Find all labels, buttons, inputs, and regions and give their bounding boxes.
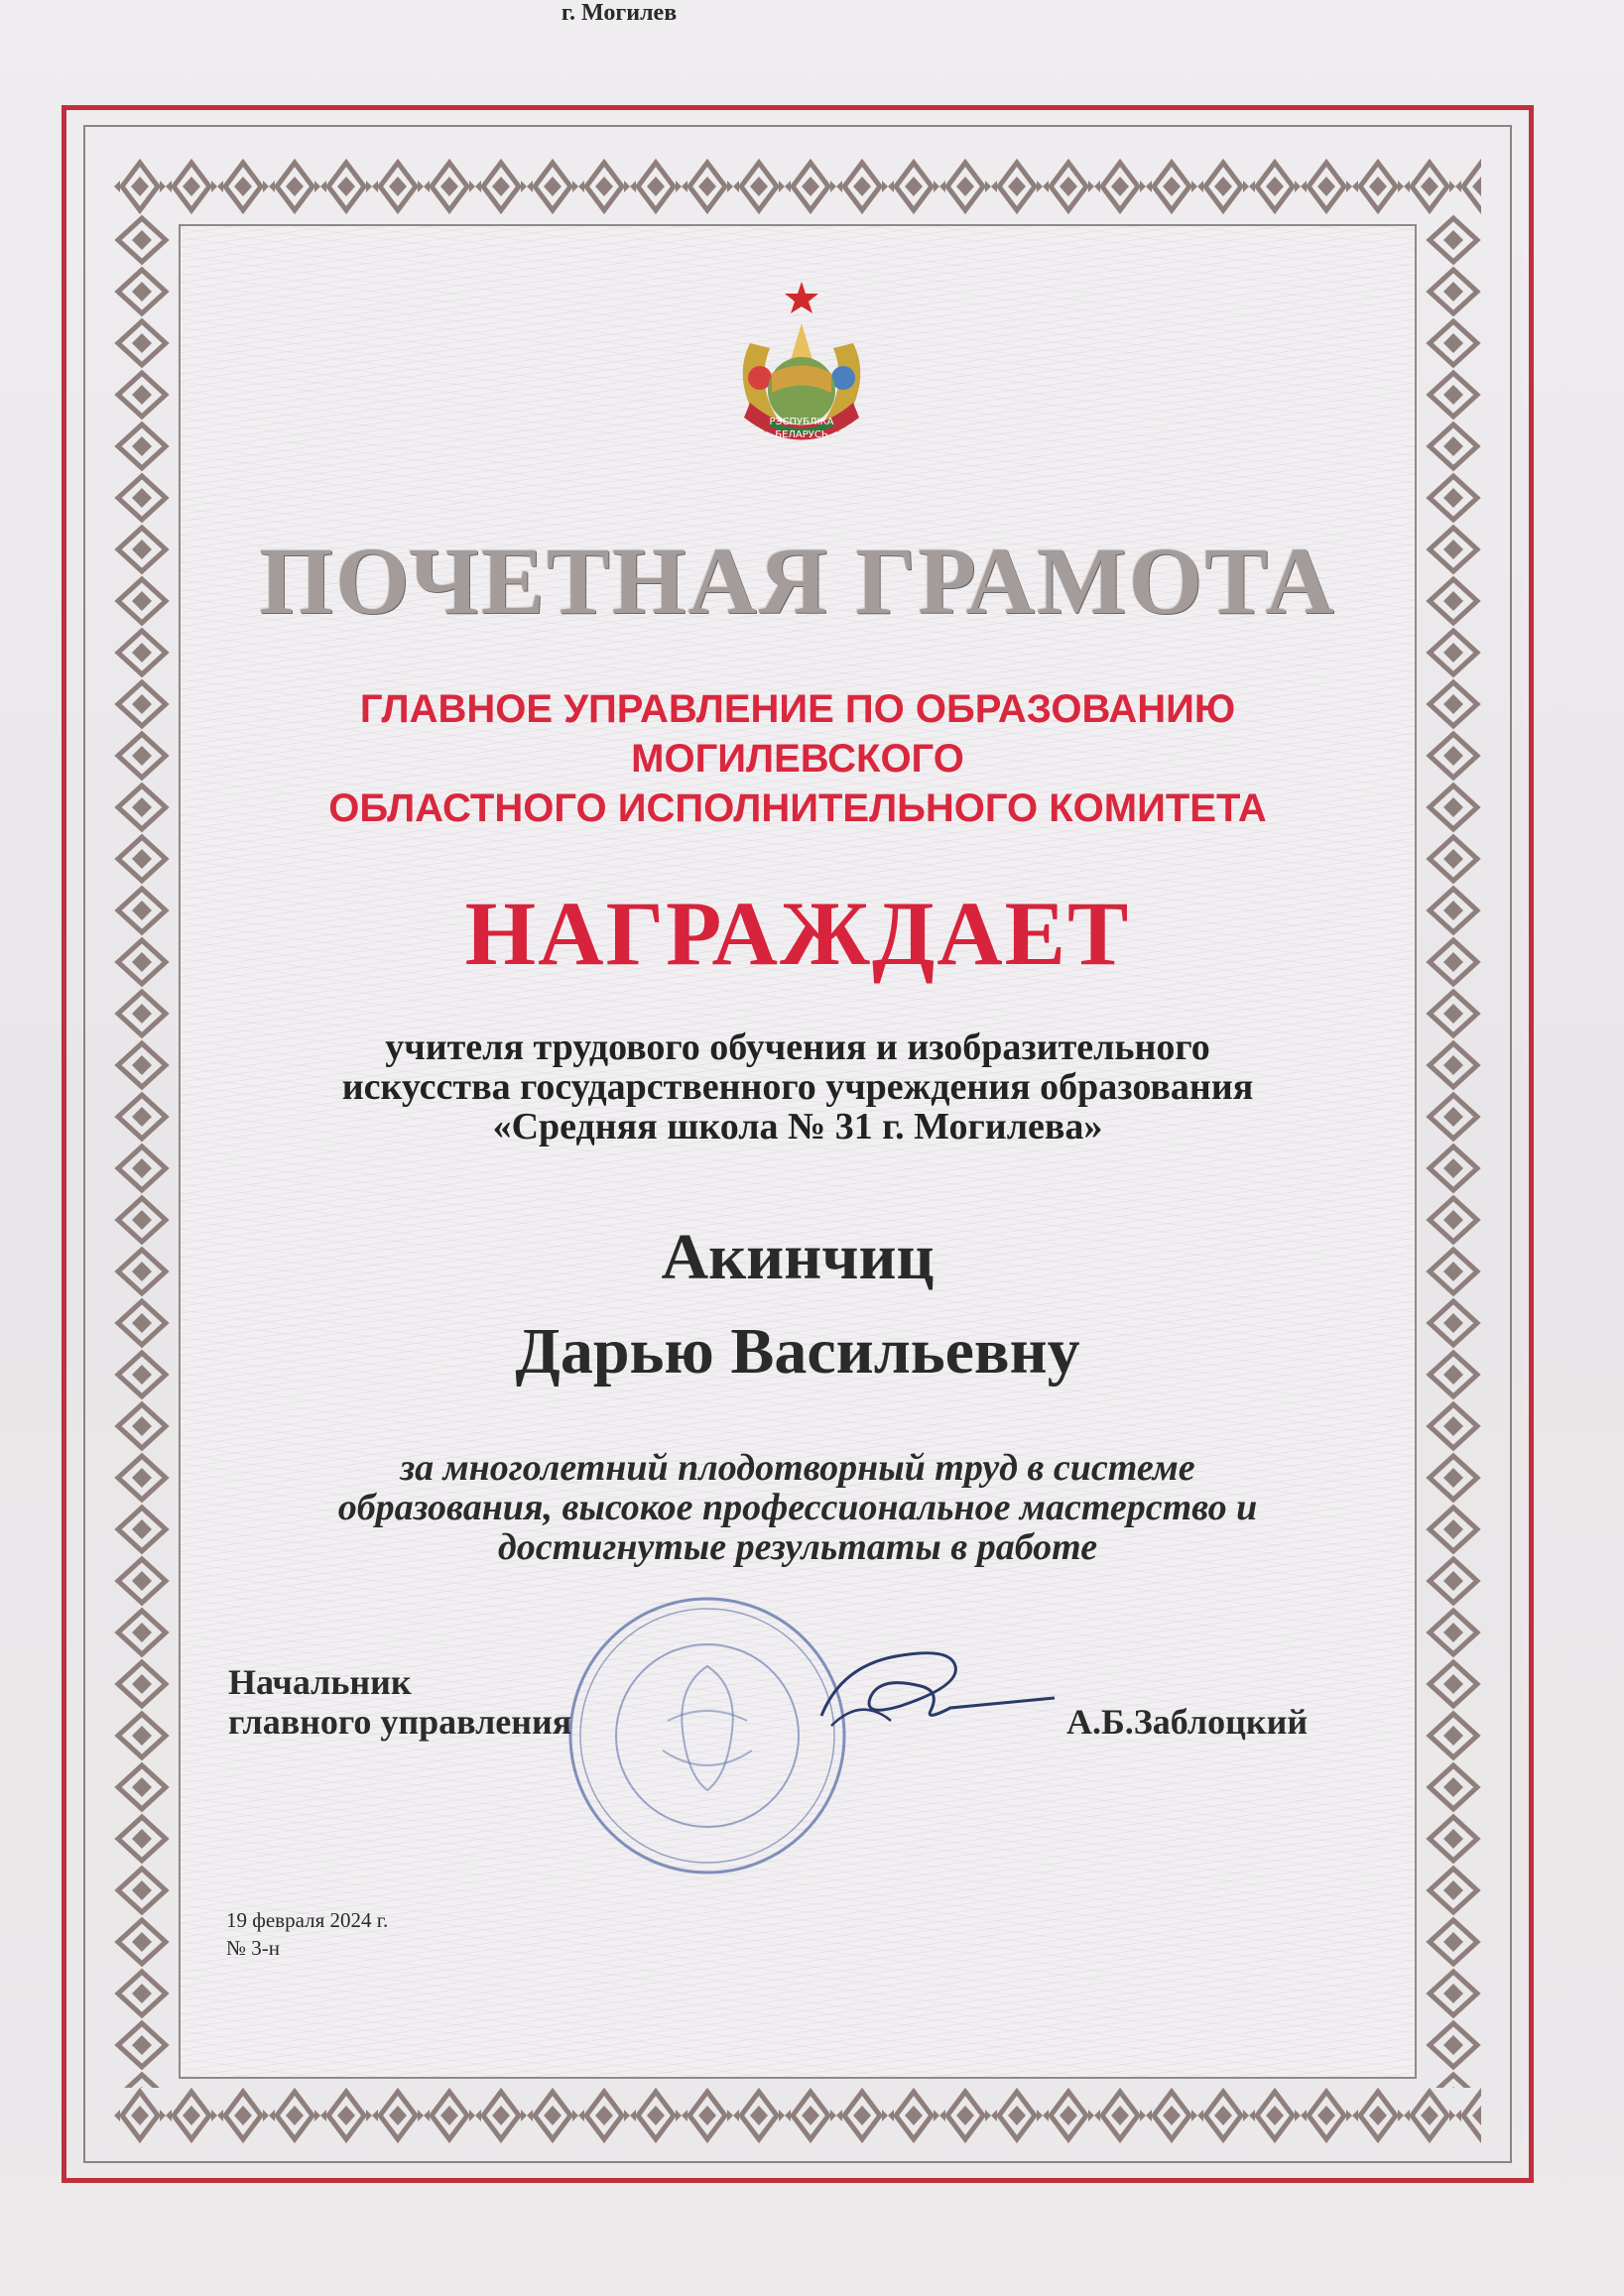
recipient-given-names: Дарью Васильевну (515, 1315, 1080, 1388)
ornament-border-right (1426, 214, 1481, 2088)
award-reason-line-3: достигнутые результаты в работе (497, 1526, 1098, 1568)
ornament-border-top (114, 159, 1481, 214)
ornament-border-bottom (114, 2088, 1481, 2143)
certificate-title: ПОЧЕТНАЯ ГРАМОТА (259, 528, 1336, 634)
organization-line-2: МОГИЛЕВСКОГО (631, 737, 964, 781)
emblem-text-line2: БЕЛАРУСЬ (775, 429, 828, 440)
recipient-position-line-3: «Средняя школа № 31 г. Могилева» (492, 1106, 1103, 1148)
organization-line-1: ГЛАВНОЕ УПРАВЛЕНИЕ ПО ОБРАЗОВАНИЮ (359, 687, 1236, 731)
recipient-surname: Акинчиц (661, 1221, 935, 1293)
signatory-title-line-1: Начальник (228, 1662, 412, 1702)
recipient-position-line-2: искусства государственного учреждения образования (341, 1066, 1254, 1108)
signatory-name: А.Б.Заблоцкий (1066, 1702, 1309, 1742)
award-reason-line-1: за многолетний плодотворный труд в системе (400, 1447, 1195, 1489)
award-verb: НАГРАЖДАЕТ (464, 883, 1131, 984)
organization-line-3: ОБЛАСТНОГО ИСПОЛНИТЕЛЬНОГО КОМИТЕТА (328, 786, 1267, 830)
recipient-position-line-1: учителя трудового обучения и изобразительного (385, 1027, 1210, 1068)
signatory-title-line-2: главного управления (228, 1702, 572, 1742)
handwritten-signature (802, 1627, 1060, 1746)
issue-city: г. Могилев (561, 0, 678, 26)
document-number: № 3-н (226, 1936, 281, 1960)
ornament-border-left (114, 214, 170, 2088)
issue-date: 19 февраля 2024 г. (226, 1908, 389, 1932)
emblem-text-line1: РЭСПУБЛІКА (769, 417, 834, 427)
state-emblem-icon (710, 274, 893, 458)
award-reason-line-2: образования, высокое профессиональное мастерство и (337, 1487, 1258, 1528)
